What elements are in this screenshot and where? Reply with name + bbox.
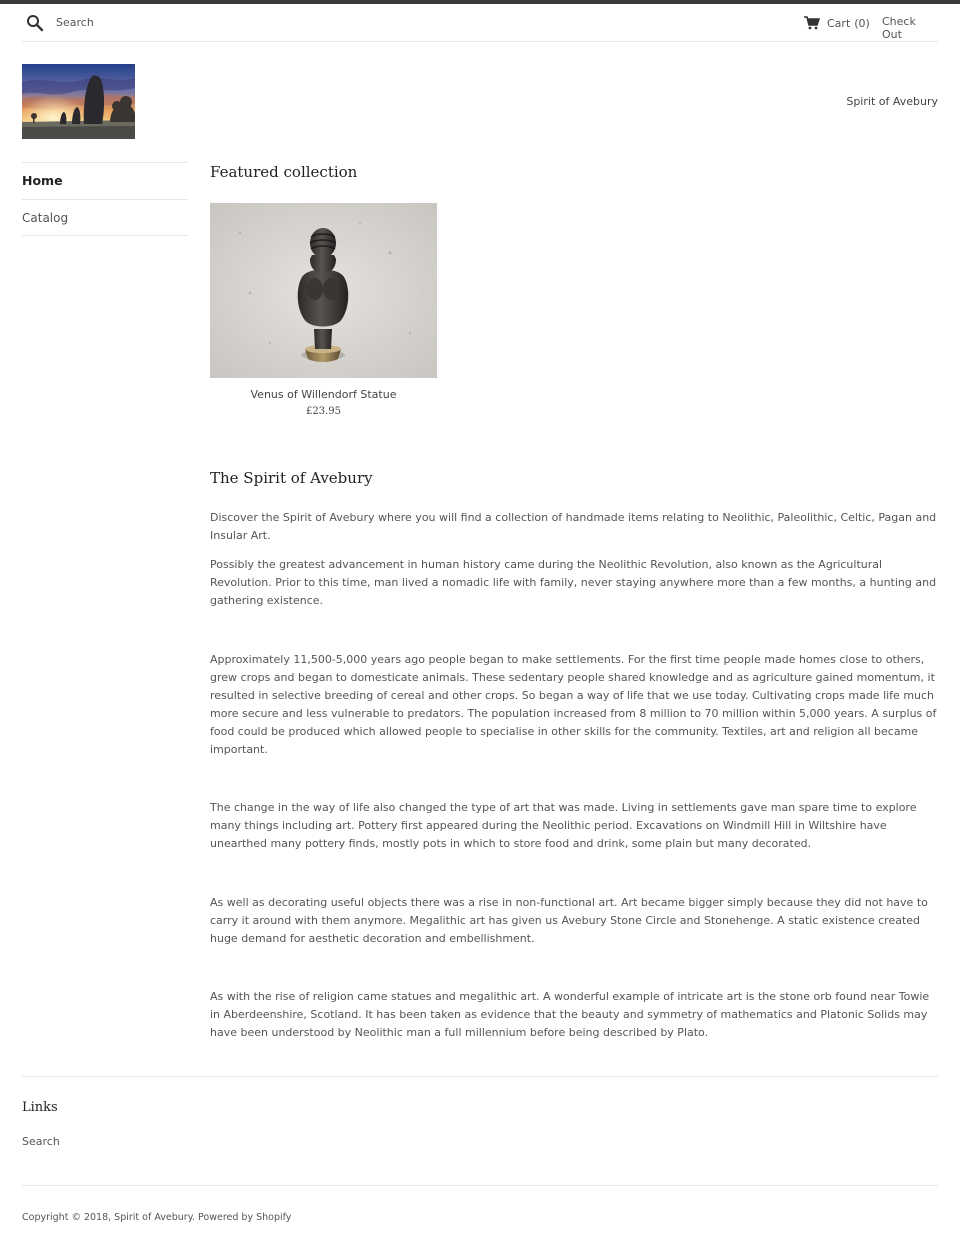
sidebar-item-home[interactable]: Home bbox=[22, 162, 188, 199]
footer-divider bbox=[22, 1076, 938, 1077]
product-image[interactable] bbox=[210, 203, 437, 378]
footer-search-link[interactable]: Search bbox=[22, 1135, 60, 1148]
sidebar-item-catalog[interactable]: Catalog bbox=[22, 199, 188, 236]
cart-icon bbox=[804, 16, 820, 30]
product-price: £23.95 bbox=[306, 406, 341, 417]
main-content bbox=[210, 163, 938, 1039]
article-title: The Spirit of Avebury bbox=[210, 469, 373, 487]
footer-divider bbox=[22, 1185, 938, 1186]
cart-label: Cart bbox=[827, 16, 851, 30]
featured-collection-title: Featured collection bbox=[210, 163, 358, 181]
cart-link[interactable] bbox=[804, 14, 870, 32]
cart-count: (0) bbox=[854, 16, 870, 30]
article-paragraph: Discover the Spirit of Avebury where you will find a collection of handmade items relating to Neolithic, Paleolithic, Celtic, Pagan and Insular Art. bbox=[210, 511, 937, 542]
footer-links-title: Links bbox=[22, 1100, 58, 1115]
product-card[interactable] bbox=[210, 203, 437, 417]
copyright-text: Copyright © 2018, Spirit of Avebury. Powered by Shopify bbox=[22, 1212, 292, 1223]
sidebar-nav bbox=[22, 162, 188, 236]
article-paragraph: The change in the way of life also changed the type of art that was made. Living in settlements gave man spare time to explore many things including art. Pottery first appeared during the Neolithic period. Excavations on Windmill Hill in Wiltshire have unearthed many pottery finds, mostly pots in which to store food and drink, some plain but many decorated. bbox=[210, 801, 917, 850]
article-paragraph: As well as decorating useful objects there was a rise in non-functional art. Art became bigger simply because they did not have to carry it around with them anymore. Megalithic art has given us Avebury Stone Circle and Stonehenge. A static existence created huge demand for aesthetic decoration and embellishment. bbox=[210, 896, 928, 945]
store-logo[interactable] bbox=[22, 64, 135, 139]
store-logo-image bbox=[22, 64, 135, 139]
site-header bbox=[22, 4, 938, 42]
article-paragraph: Possibly the greatest advancement in human history came during the Neolithic Revolution, also known as the Agricultural Revolution. Prior to this time, man lived a nomadic life with family, never staying anywhere more than a few months, a hunting and gathering existence. bbox=[210, 558, 937, 607]
product-title[interactable]: Venus of Willendorf Statue bbox=[250, 388, 397, 401]
checkout-link[interactable]: Check Out bbox=[882, 15, 916, 41]
search-input[interactable] bbox=[52, 12, 252, 32]
store-tagline[interactable]: Spirit of Avebury bbox=[846, 95, 938, 108]
search-icon[interactable] bbox=[26, 14, 44, 32]
article-paragraph: As with the rise of religion came statues and megalithic art. A wonderful example of intricate art is the stone orb found near Towie in Aberdeenshire, Scotland. It has been taken as evidence that the beauty and symmetry of mathematics and Platonic Solids may have been understood by Neolithic man a full millennium before being described by Plato. bbox=[210, 990, 930, 1039]
article-paragraph: Approximately 11,500-5,000 years ago people began to make settlements. For the first time people made homes close to others, grew crops and began to domesticate animals. These sedentary people shared knowledge and as agriculture gained momentum, it resulted in selective breeding of cereal and other crops. So began a way of life that we use today. Cultivating crops made life much more secure and less vulnerable to predators. The population increased from 8 million to 70 million within 5,000 years. A surplus of food could be produced which allowed people to specialise in other skills for the community. Textiles, art and religion all became important. bbox=[210, 653, 937, 756]
